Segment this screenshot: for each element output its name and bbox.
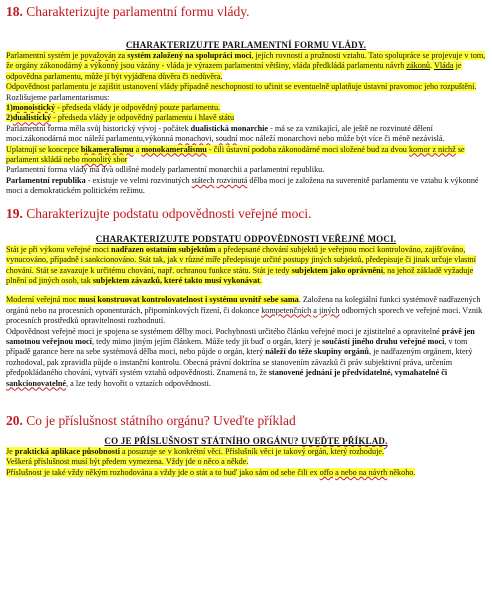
question-number: 19. — [6, 205, 23, 221]
bold-term: dualistická monarchie — [190, 123, 269, 133]
text-run: 1) — [6, 103, 13, 113]
text-run: rozvinutá — [216, 175, 248, 185]
question-title: Charakterizujte parlamentní formu vlády. — [22, 4, 250, 19]
section-19-subtitle: CHARAKTERIZUJTE PODSTATU ODPOVĚDNOSTI VEŘEJNÉ MOCI. — [95, 233, 397, 244]
text-run: Příslušnost je také vždy někým rozhodována a vždy jde o stát a to buď jako sám od sebe čili ex — [6, 467, 320, 477]
text-run: moc náleží monarchovi nebo může být více či méně nezávislá. — [237, 134, 445, 144]
text-run: monolitý — [81, 155, 112, 165]
text-run: . Založena na kolegiální funkci systémově nadřazených orgánů nebo na procesních oponenturách, připomínkových řízení, či dokonce — [6, 295, 481, 315]
highlighted-text — [6, 51, 485, 81]
bold-term: subjektem závazků, které takto musí vykonávat — [92, 275, 260, 285]
bold-term: dualistický — [12, 113, 52, 123]
text-run: se parlament skládá nebo — [6, 144, 465, 165]
text-run: Odpovědnost veřejné moci je spojena se systémem dělby moci. Pochybnosti určitého článku veřejné moci je zjistitelné a opravitelné — [6, 326, 442, 336]
bold-term: sankcionovatelné — [6, 378, 67, 388]
text-run: , tedy mimo jiným jejím článkem. Může tedy jít buď o orgán, který je — [91, 336, 322, 346]
highlighted-text — [6, 245, 476, 285]
section-18-paragraph-3: Rozlišujeme parlamentarismus: — [6, 92, 110, 102]
text-run: Parlamentní forma měla svůj historický vývoj - počátek — [6, 123, 191, 133]
text-run: a posuzuje se v konkrétní věci. Příslušník věci je takový orgán, který rozhoduje. — [119, 446, 385, 456]
highlighted-text — [6, 113, 234, 122]
text-run: soudní — [215, 134, 238, 144]
text-run: 2) — [6, 113, 13, 123]
bold-term: bikameralismu — [80, 144, 134, 154]
text-run: někoho. — [387, 467, 416, 477]
text-run: , — [211, 134, 216, 144]
section-19-paragraph-2 — [6, 295, 486, 326]
text-run: Vláda — [433, 61, 454, 71]
question-title: Charakterizujte podstatu odpovědnosti veřejné moci. — [22, 205, 312, 221]
section-20-paragraph-1 — [6, 447, 486, 457]
text-run: monachovi — [175, 134, 212, 144]
text-run: , jejích rovnosti a pružnosti vztahu. Tato spolupráce se projevuje v tom, že orgány zákonodárný a výkonný jsou vázány - vláda je výrazem parlamentní většiny, vláda předkládá parlamentu návrh — [6, 51, 486, 71]
bold-term: součástí jiného druhu veřejné moci — [322, 336, 445, 346]
section-20-paragraph-2 — [6, 457, 486, 467]
section-18-subtitle: CHARAKTERIZUJTE PARLAMENTNÍ FORMU VLÁDY. — [125, 40, 367, 50]
bold-term: náleží do téže skupiny orgánů — [265, 347, 369, 357]
section-19-paragraph-1 — [6, 245, 486, 287]
question-20-heading — [6, 413, 486, 429]
bold-term: systém založený na spolupráci moci — [127, 51, 252, 60]
question-number: 18. — [6, 4, 23, 19]
text-run: - předseda vlády je odpovědný parlamentu i hlavě státu — [51, 113, 235, 123]
subtitle-text: UVEĎTE PŘÍKLAD. — [298, 435, 388, 446]
bold-term: monoistický — [12, 103, 56, 113]
section-18-paragraph-1 — [6, 51, 486, 82]
text-run: Uplatnují se koncepce — [6, 144, 81, 154]
highlighted-text — [6, 145, 465, 164]
text-run: odborných sporech ve veřejné moci. Vznik procesních prostředků opravitelnosti rozhodnutí. — [6, 305, 483, 326]
text-run: . — [430, 61, 434, 71]
subtitle-text: CO JE PŘÍSLUŠNOST STÁTNÍHO ORGÁNU? — [104, 435, 299, 446]
section-18-list-item-2 — [6, 113, 486, 123]
bold-term: právě jen samotnou veřejnou mocí — [6, 326, 475, 346]
text-run: a předepsané chování subjektů je veřejnou mocí kontrolováno, zajišťováno, vynucováno, případně i sankcionováno. Stát tak, jak v různé míře předepisuje určité postupy jiných subjektů, předepisuje či jinak určuje vlastní chování. Stát se zavazuje k určitému chování, např. ochranou funkce státu. Stát je tedy — [6, 244, 476, 275]
section-19-paragraph-3 — [6, 327, 486, 389]
section-18-paragraph-2 — [6, 82, 486, 92]
text-run: , na jehož základě vyžaduje plnění od jiných osob, tak — [6, 265, 474, 285]
highlighted-text — [6, 103, 220, 112]
text-run: za — [115, 51, 128, 60]
section-18-paragraph-7 — [6, 176, 486, 197]
text-run: - předseda vlády je odpovědný pouze parlamentu. — [55, 103, 221, 113]
text-run: kompetenčních — [261, 305, 312, 315]
text-run: a nebo na návrh — [335, 467, 388, 477]
text-run: Je — [6, 446, 15, 456]
text-run: Parlamentní systém je — [6, 51, 81, 60]
text-run: , a lze tedy hovořit o vztazích odpovědnosti. — [66, 378, 211, 388]
question-19-heading — [6, 206, 486, 222]
text-run: , je nadřazeným orgánem, který rozhodoval, pak zpravidla půjde o instanční kontrolu. Obecná právní doktrína se stanovením závazků či práv subjektivní práva, určením předpokládaného chování, vytváří systém vztahů odpovědnosti. Znamená to, že — [6, 347, 473, 378]
section-20-subtitle — [6, 436, 486, 446]
text-run: offo — [319, 467, 334, 477]
text-run: Stát je při výkonu veřejné moci — [6, 244, 112, 254]
highlighted-text — [6, 447, 384, 456]
text-run: a — [133, 144, 142, 154]
highlighted-text: Veškerá příslušnost musí být předem vymezena. Vždy jde o něco a někde. — [6, 457, 249, 467]
highlighted-text — [6, 468, 415, 477]
bold-term: nadřazen ostatním subjektům — [111, 244, 216, 254]
section-20-paragraph-3 — [6, 468, 486, 478]
text-run: a jiných — [313, 305, 340, 315]
bold-term: Parlamentní republika — [6, 175, 86, 185]
text-run: . — [259, 275, 262, 285]
bold-term: stanovené jednání je předvídatelné, vymahatelné či — [268, 368, 448, 378]
text-run: dělba moci je založena na suverenitě parlamentu ve vztahu k výkonné moci a demokratickém politickém režimu. — [6, 175, 479, 196]
section-18-paragraph-5 — [6, 145, 486, 166]
text-run: - existuje ve velmi rozvinutých — [85, 175, 192, 185]
text-run: považován — [80, 51, 116, 60]
section-18-paragraph-6: Parlamentní forma vlády má dva odlišné modely parlamentní monarchii a parlamentní republiku. — [6, 165, 325, 175]
section-18-list-item-1 — [6, 103, 486, 113]
question-title: Co je příslušnost státního orgánu? Uveďte příklad — [22, 412, 296, 428]
text-run: je odpovědna parlamentu, může jí být vyjádřena důvěra či nedůvěra. — [6, 61, 462, 81]
bold-term: subjektem jako oprávnění — [291, 265, 383, 275]
text-run: sbor — [111, 155, 128, 165]
highlighted-text: Odpovědnost parlamentu je zajištit ustanovení vlády případně neschopnosti to učinit se eventuelně uplatňuje ústavní pravomoc jeho rozpuštění. — [6, 82, 477, 92]
text-run: - má se za vznikající, ale ještě ne rozvinuté dělení moci.zákonodárná moc náleží parlamentu,výkonná — [6, 123, 433, 144]
section-18-paragraph-4 — [6, 124, 486, 145]
text-run: zákonů — [406, 61, 431, 71]
text-run: státech — [191, 175, 215, 185]
question-18-heading — [6, 4, 486, 20]
text-run: - čili ústavní podoba zákonodárné moci složené bud za dvou — [206, 144, 409, 154]
question-number: 20. — [6, 412, 23, 428]
bold-term: musí konstruovat kontrolovatelnost i systému uvnitř sebe sama — [78, 295, 299, 305]
bold-term: monokameralismu — [141, 144, 207, 154]
text-run: , v tom případě garance bere na sebe systémová dělba moci, nebo půjde o orgán, který — [6, 336, 468, 357]
text-run: komor z nichž — [408, 144, 456, 154]
highlighted-text: Moderní veřejná moc — [6, 295, 79, 305]
bold-term: praktická aplikace působnosti — [14, 446, 120, 456]
